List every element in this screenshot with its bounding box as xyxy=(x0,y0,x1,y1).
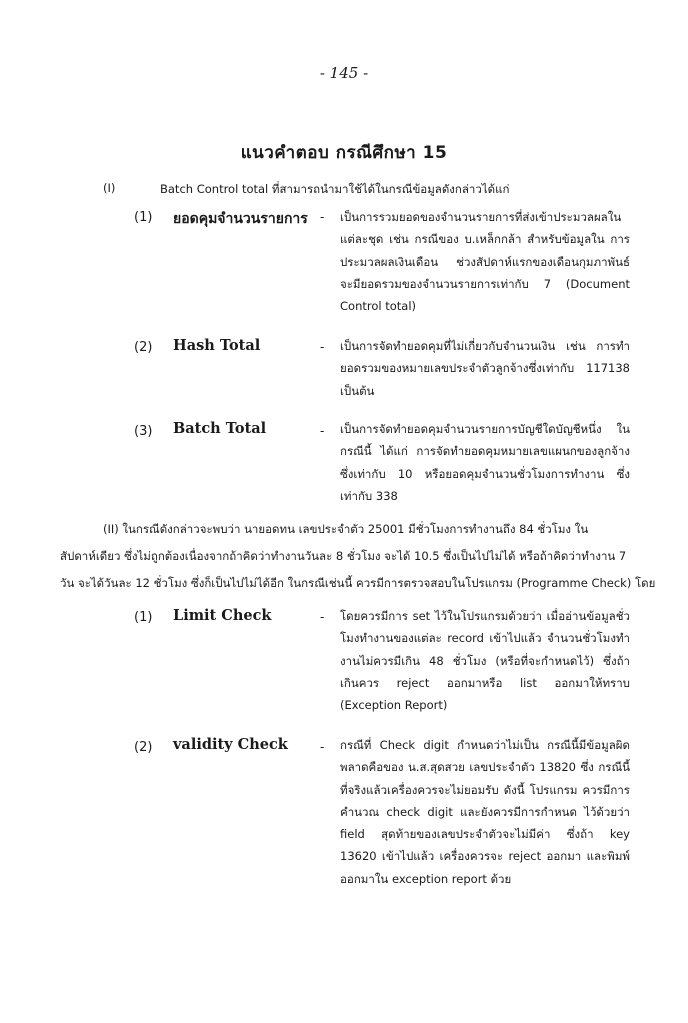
section-2-line-1: (II) ในกรณีดังกล่าวจะพบว่า นายอดทน เลขประจำตัว 25001 มีชั่วโมงการทำงานถึง 84 ชั่วโมง ใน xyxy=(103,522,589,536)
item-term: Hash Total xyxy=(173,337,261,354)
item-dash: - xyxy=(320,210,325,224)
item-term: Limit Check xyxy=(173,607,272,624)
page-title: แนวคำตอบ กรณีศึกษา 15 xyxy=(240,143,448,163)
item-description: กรณีที่ Check digit กำหนดว่าไม่เป็น กรณีนี้มีข้อมูลผิด พลาดคือของ น.ส.สุดสวย เลขประจำตัว 13820 ซึ่ง กรณีนี้ที่จริงแล้วเครื่องควรจะไม่ยอมรับ ดังนี้ โปรแกรม ควรมีการคำนวณ check digit และยังควรมีการกำหนด ไว้ด้วยว่า field สุดท้ายของเลขประจำตัวจะไม่มีค่า ซึ่งถ้า key 13620 เข้าไปแล้ว เครื่องควรจะ reject ออกมา และพิมพ์ออกมาใน exception report ด้วย xyxy=(340,738,630,886)
item-term: validity Check xyxy=(173,736,288,753)
item-description: โดยควรมีการ set ไว้ในโปรแกรมด้วยว่า เมื่ออ่านข้อมูลชั่ว โมงทำงานของแต่ละ record เข้าไปแล้ว จำนวนชั่วโมงทำ งานไม่ควรมีเกิน 48 ชั่วโมง (หรือที่จะกำหนดไว้) ซึ่งถ้า เกินควร reject ออกมาหรือ list ออกมาให้ทราบ (Exception Report) xyxy=(340,609,630,713)
item-dash: - xyxy=(320,610,325,624)
item-term: ยอดคุมจำนวนรายการ xyxy=(173,211,308,227)
item-description: เป็นการรวมยอดของจำนวนรายการที่ส่งเข้าประมวลผลใน แต่ละชุด เช่น กรณีของ บ.เหล็กกล้า สำหรับข้อมูลใน การประมวลผลเงินเดือน ช่วงสัปดาห์แรกของเดือนกุมภาพันธ์ จะมียอดรวมของจำนวนรายการเท่ากับ 7 (Document Control total) xyxy=(340,210,630,314)
section-2-line-3: วัน จะได้วันละ 12 ชั่วโมง ซึ่งก็เป็นไปไม่ได้อีก ในกรณีเช่นนี้ ควรมีการตรวจสอบในโปรแกรม (Programme Check) โดย xyxy=(60,576,656,590)
item-number: (1) xyxy=(134,610,153,625)
item-description: เป็นการจัดทำยอดคุมที่ไม่เกี่ยวกับจำนวนเงิน เช่น การทำ ยอดรวมของหมายเลขประจำตัวลูกจ้างซึ่งเท่ากับ 117138 เป็นต้น xyxy=(340,339,630,398)
item-description: เป็นการจัดทำยอดคุมจำนวนรายการบัญชีใดบัญชีหนึ่ง ใน กรณีนี้ ได้แก่ การจัดทำยอดคุมหมายเลขแผนกของลูกจ้าง ซึ่งเท่ากับ 10 หรือยอดคุมจำนวนชั่วโมงการทำงาน ซึ่ง เท่ากับ 338 xyxy=(340,422,630,503)
item-dash: - xyxy=(320,340,325,354)
item-dash: - xyxy=(320,424,325,438)
item-number: (1) xyxy=(134,210,153,225)
item-dash: - xyxy=(320,740,325,754)
item-number: (2) xyxy=(134,340,153,355)
section-1-intro: Batch Control total ที่สามารถนำมาใช้ได้ในกรณีข้อมูลดังกล่าวได้แก่ xyxy=(160,182,510,196)
item-number: (2) xyxy=(134,740,153,755)
item-number: (3) xyxy=(134,424,153,439)
page-number: - 145 - xyxy=(319,64,369,82)
section-2-line-2: สัปดาห์เดียว ซึ่งไม่ถูกต้องเนื่องจากถ้าคิดว่าทำงานวันละ 8 ชั่วโมง จะได้ 10.5 ซึ่งเป็นไปไม่ได้ หรือถ้าคิดว่าทำงาน 7 xyxy=(60,549,627,563)
item-term: Batch Total xyxy=(173,420,267,437)
section-1-label: (I) xyxy=(103,181,116,195)
